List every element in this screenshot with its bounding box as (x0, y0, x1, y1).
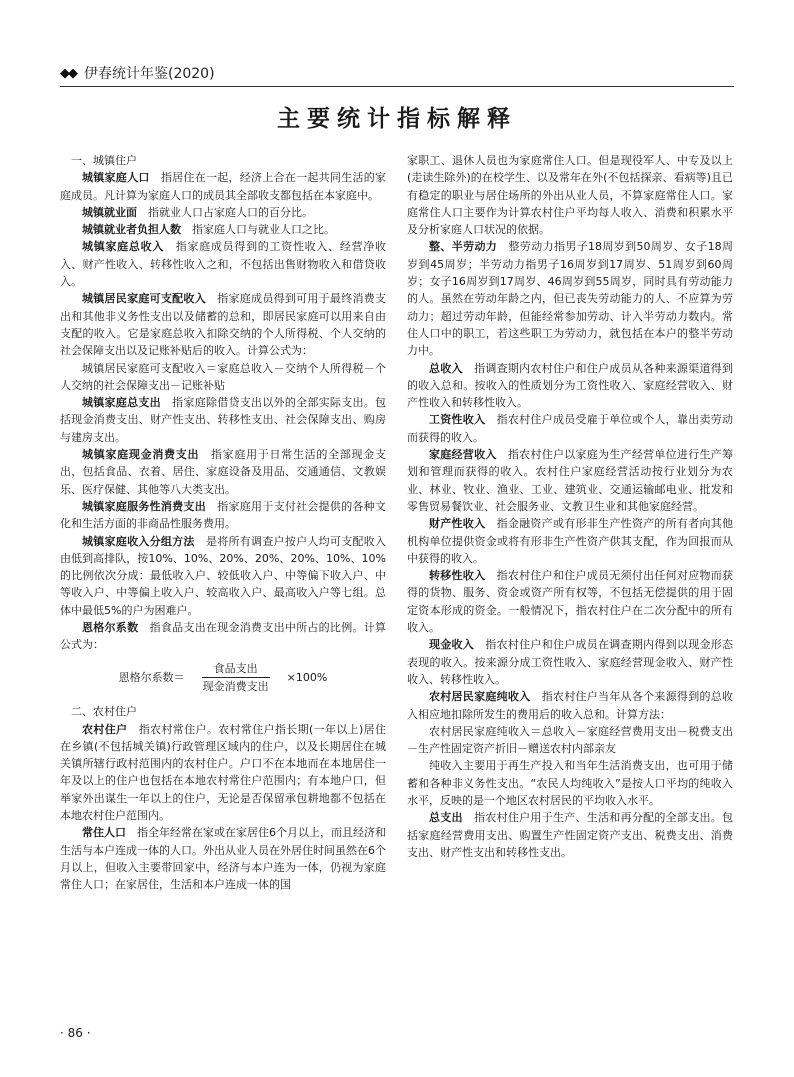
formula-text: 农村居民家庭纯收入＝总收入－家庭经营费用支出－税费支出－生产性固定资产折旧－赠送农村内部亲友 (407, 724, 733, 756)
diamond-icon: ◆◆ (60, 65, 76, 81)
definition: 指家庭成员得到的工资性收入、经营净收入、财产性收入、转移性收入之和，不包括出售财物收入和借贷收入。 (60, 240, 387, 289)
engel-formula (60, 660, 386, 696)
paragraph (407, 567, 733, 636)
term: 农村居民家庭纯收入 (429, 690, 531, 704)
term: 总支出 (429, 811, 463, 825)
definition: 整劳动力指男子18周岁到50周岁、女子18周岁到45周岁；半劳动力指男子16周岁到17周岁、51周岁到60周岁；女子16周岁到17周岁、46周岁到55周岁，同时具有劳动能力的人。虽然在劳动年龄之内，但已丧失劳动能力的人、不应算为劳动力；超过劳动年龄，但能经常参加劳动、计入半劳动力数内。常住人口中的职工，若这些职工为劳动力，就包括在本户的整半劳动力中。 (407, 240, 734, 358)
term: 财产性收入 (429, 517, 486, 531)
term: 常住人口 (82, 826, 126, 840)
paragraph (60, 238, 386, 290)
definition: 指农村住户和住户成员在调查期内得到以现金形态表现的收入。按来源分成工资性收入、家庭经营现金收入、财产性收入、转移性收入。 (407, 638, 733, 686)
running-header (60, 62, 215, 84)
paragraph (60, 204, 386, 221)
paragraph (60, 394, 386, 446)
definition: 指农村住户成员受雇于单位或个人，靠出卖劳动而获得的收入。 (407, 413, 734, 444)
formula-numerator: 食品支出 (202, 660, 270, 678)
paragraph (60, 446, 386, 498)
definition: 指金融资产或有形非生产性资产的所有者向其他机构单位提供资金或将有形非生产性资产供其支配，作为回报而从中获得的收入。 (407, 517, 734, 565)
paragraph (407, 411, 733, 446)
definition: 指农村住户当年从各个来源得到的总收入相应地扣除所发生的费用后的收入总和。计算方法： (407, 690, 734, 721)
term: 农村住户 (82, 722, 128, 736)
term: 城镇家庭现金消费支出 (82, 448, 200, 462)
definition: 指农村住户用于生产、生活和再分配的全部支出。包括家庭经营费用支出、购置生产性固定资产支出、税费支出、消费支出、财产性支出和转移性支出。 (407, 811, 734, 859)
term: 整、半劳动力 (429, 240, 498, 254)
paragraph (60, 290, 386, 359)
paragraph (407, 636, 733, 688)
term: 转移性收入 (429, 569, 486, 583)
term: 总收入 (429, 361, 463, 375)
paragraph (60, 498, 386, 533)
term: 恩格尔系数 (82, 621, 139, 635)
term: 城镇居民家庭可支配收入 (82, 292, 206, 306)
definition: 指调查期内农村住户和住户成员从各种来源渠道得到的收入总和。按收入的性质划分为工资性收入、家庭经营收入、财产性收入和转移性收入。 (407, 361, 734, 410)
formula-lhs: 恩格尔系数＝ (118, 670, 185, 684)
term: 城镇家庭总支出 (82, 396, 161, 410)
paragraph (407, 688, 733, 723)
term: 现金收入 (429, 638, 475, 652)
definition: 指家庭用于支付社会提供的各种文化和生活方面的非商品性服务费用。 (60, 499, 387, 531)
definition: 指农村常住户。农村常住户指长期(一年以上)居住在乡镇(不包括城关镇)行政管理区域内的住户，以及长期居住在城关镇所辖行政村范围内的农村住户。户口不在本地而在本地居住一年及以上的住户也包括在本地农村常住户范围内；有本地户口，但举家外出谋生一年以上的住户，无论是否保留承包耕地都不包括在本地农村住户范围内。 (60, 722, 387, 822)
term: 城镇家庭人口 (82, 171, 150, 185)
formula-denominator: 现金消费支出 (202, 679, 269, 693)
paragraph (407, 360, 733, 412)
paragraph (407, 809, 733, 861)
term: 城镇家庭收入分组方法 (82, 534, 195, 548)
section-heading: 一、城镇住户 (71, 154, 137, 167)
section-heading: 二、农村住户 (71, 705, 137, 719)
page-title: 主要统计指标解释 (277, 106, 517, 132)
header-rule (60, 86, 734, 87)
formula-text: 城镇居民家庭可支配收入＝家庭总收入－交纳个人所得税－个人交纳的社会保障支出－记账补贴 (60, 361, 386, 392)
formula-rhs: ×100% (286, 670, 328, 684)
definition: 指食品支出在现金消费支出中所占的比例。计算公式为： (60, 621, 387, 652)
definition: 指农村住户和住户成员无须付出任何对应物而获得的货物、服务、资金或资产所有权等，不包括无偿提供的用于固定资本形成的资金。一般情况下，指农村住户在二次分配中的所有收入。 (407, 569, 734, 635)
term: 家庭经营收入 (429, 448, 497, 462)
right-column (407, 152, 733, 861)
definition: 指家庭人口与就业人口之比。 (181, 223, 335, 237)
paragraph (60, 824, 386, 893)
definition: 指农村住户以家庭为生产经营单位进行生产筹划和管理而获得的收入。农村住户家庭经营活动按行业划分为农业、林业、牧业、渔业、工业、建筑业、交通运输邮电业、批发和零售贸易餐饮业、社会服务业、文教卫生业和其他家庭经营。 (407, 448, 734, 513)
definition: 指居住在一起，经济上合在一起共同生活的家庭成员。凡计算为家庭人口的成员其全部收支都包括在本家庭中。 (60, 171, 387, 202)
definition: 指就业人口占家庭人口的百分比。 (137, 205, 313, 219)
term: 城镇就业面 (82, 205, 137, 219)
header-title: 伊春统计年鉴(2020) (84, 66, 215, 82)
paragraph (60, 619, 386, 654)
definition: 是将所有调查户按户人均可支配收入由低到高排队，按10%、10%、20%、20%、20%、10%、10%的比例依次分成：最低收入户、较低收入户、中等偏下收入户、中等收入户、中等偏上收入户、较高收入户、最高收入户等七组。总体中最低5%的户为困难户。 (60, 534, 387, 617)
term: 工资性收入 (429, 413, 486, 427)
paragraph (407, 515, 733, 567)
term: 城镇家庭服务性消费支出 (82, 499, 206, 513)
formula-fraction (191, 660, 281, 696)
term: 城镇家庭总收入 (82, 240, 165, 254)
definition: 指全年经常在家或在家居住6个月以上，而且经济和生活与本户连成一体的人口。外出从业人员在外居住时间虽然在6个月以上，但收入主要带回家中，经济与本户连为一体，仍视为家庭常住人口；在家居住，生活和本户连成一体的国 (60, 826, 386, 892)
page-number: · 86 · (60, 1026, 91, 1040)
paragraph (60, 169, 386, 204)
definition: 指家庭成员得到可用于最终消费支出和其他非义务性支出以及储蓄的总和，即居民家庭可以用来自由支配的收入。它是家庭总收入扣除交纳的个人所得税、个人交纳的社会保障支出以及记账补贴后的收入。计算公式为： (60, 292, 387, 358)
left-column (60, 152, 386, 893)
paragraph (60, 721, 386, 825)
paragraph (60, 221, 386, 238)
definition: 指家庭用于日常生活的全部现金支出，包括食品、衣着、居住、家庭设备及用品、交通通信、文教娱乐、医疗保健、其他等八大类支出。 (60, 448, 387, 496)
definition: 指家庭除借贷支出以外的全部实际支出。包括现金消费支出、财产性支出、转移性支出、社会保障支出、购房与建房支出。 (60, 396, 387, 444)
paragraph: 纯收入主要用于再生产投入和当年生活消费支出，也可用于储蓄和各种非义务性支出。“农民人均纯收入”是按人口平均的纯收入水平，反映的是一个地区农村居民的平均收入水平。 (407, 759, 733, 807)
paragraph (60, 533, 386, 619)
term: 城镇就业者负担人数 (82, 223, 181, 237)
paragraph (407, 446, 733, 515)
paragraph-continued: 家职工、退休人员也为家庭常住人口。但是现役军人、中专及以上(走读生除外)的在校学生、以及常年在外(不包括探亲、看病等)且已有稳定的职业与居住场所的外出从业人员，不算家庭常住人口。家庭常住人口主要作为计算农村住户平均每人收入、消费和积累水平及分析家庭人口状况的依据。 (407, 154, 733, 237)
paragraph (407, 238, 733, 359)
